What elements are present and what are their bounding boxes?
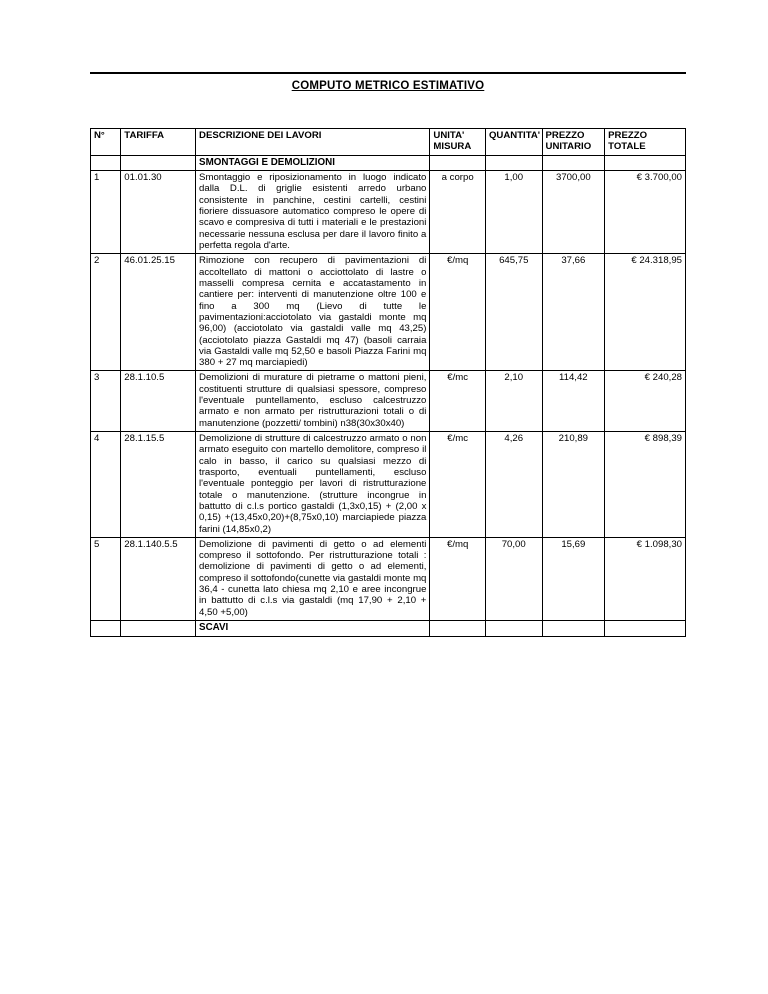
column-header-prezzo-line1: PREZZO xyxy=(545,130,585,141)
section-row-scavi xyxy=(91,621,686,637)
column-header-quantita: QUANTITA' xyxy=(485,129,542,156)
row-descrizione: Demolizione di strutture di calcestruzzo armato o non armato eseguito con martello demolitore, compreso il calo in basso, il carico su qualsiasi mezzo di trasporto, eventuali puntellamenti, escluso l'eventuale ponteggio per lavori di ristrutturazione totale o manutenzione. (strutture incongrue in battutto di c.l.s portico gastaldi (1,3x0,15) + (2,00 x 0,15) +(13,45x0,20)+(8,75x0,10) marciapiede piazza farini (14,85x0,2) xyxy=(196,432,430,538)
section-cell-quantita xyxy=(485,621,542,637)
row-tariffa: 28.1.140.5.5 xyxy=(121,537,196,620)
section-cell-unita xyxy=(430,621,486,637)
document-header xyxy=(90,72,686,92)
title-divider xyxy=(90,72,686,74)
section-cell-prezzo-unitario xyxy=(542,621,605,637)
section-cell-prezzo-unitario xyxy=(542,155,605,171)
row-prezzo-totale: € 240,28 xyxy=(605,371,686,432)
column-header-prezzo-line2: UNITARIO xyxy=(545,141,592,153)
table-row xyxy=(91,254,686,371)
table-row xyxy=(91,171,686,254)
row-descrizione: Demolizione di pavimenti di getto o ad elementi compreso il sottofondo. Per ristrutturazione totali : demolizione di pavimenti di getto o ad elementi, compreso il sottofondo(cunette via gastaldi monte mq 36,4 - cunetta lato chiesa mq 2,10 e aree incongrue in battutto di c.l.s via gastaldi (mq 17,90 + 2,10 + 4,50 +5,00) xyxy=(196,537,430,620)
table-row xyxy=(91,371,686,432)
section-cell-quantita xyxy=(485,155,542,171)
column-header-n: N° xyxy=(91,129,121,156)
section-row-smontaggi xyxy=(91,155,686,171)
row-prezzo-totale: € 898,39 xyxy=(605,432,686,538)
row-quantita: 645,75 xyxy=(485,254,542,371)
table-row xyxy=(91,432,686,538)
column-header-unita-line1: UNITA' xyxy=(433,130,465,141)
row-quantita: 70,00 xyxy=(485,537,542,620)
section-cell-n xyxy=(91,155,121,171)
row-number: 2 xyxy=(91,254,121,371)
row-prezzo-totale: € 3.700,00 xyxy=(605,171,686,254)
row-descrizione: Demolizioni di murature di pietrame o mattoni pieni, costituenti strutture di qualsiasi spessore, compreso l'eventuale puntellamento, escluso calcestruzzo armato e non armato per ristrutturazioni totali o di manutenzione (pozzetti/ tombini) n38(30x30x40) xyxy=(196,371,430,432)
row-tariffa: 28.1.15.5 xyxy=(121,432,196,538)
section-label: SMONTAGGI E DEMOLIZIONI xyxy=(196,155,430,171)
column-header-unita-line2: MISURA xyxy=(433,141,472,153)
row-unita-misura: €/mc xyxy=(430,432,486,538)
row-quantita: 4,26 xyxy=(485,432,542,538)
row-descrizione: Rimozione con recupero di pavimentazioni di accoltellato di mattoni o acciottolato di lastre o masselli compresa cernita e accatastamento in cantiere per: interventi di manutenzione oltre 100 e fino a 300 mq (Lievo di tutte le pavimentazioni:acciotolato via gastaldi monte mq 96,00) (acciotolato via gastaldi valle mq 43,25) (acciotolato piazza Gastaldi mq 47) (basoli carraia via Gastaldi valle mq 52,50 e basoli Piazza Farini mq 380 + 27 mq marciapiedi) xyxy=(196,254,430,371)
column-header-unita-misura xyxy=(430,129,486,156)
column-header-prezzo-totale: PREZZO TOTALE xyxy=(605,129,686,156)
row-unita-misura: €/mq xyxy=(430,537,486,620)
table-row xyxy=(91,537,686,620)
row-prezzo-totale: € 1.098,30 xyxy=(605,537,686,620)
row-tariffa: 28.1.10.5 xyxy=(121,371,196,432)
page-title: COMPUTO METRICO ESTIMATIVO xyxy=(291,80,485,92)
row-prezzo-unitario: 114,42 xyxy=(542,371,605,432)
row-quantita: 2,10 xyxy=(485,371,542,432)
row-number: 5 xyxy=(91,537,121,620)
column-header-descrizione: DESCRIZIONE DEI LAVORI xyxy=(196,129,430,156)
column-header-prezzo-unitario xyxy=(542,129,605,156)
column-header-tariffa: TARIFFA xyxy=(121,129,196,156)
row-number: 1 xyxy=(91,171,121,254)
section-cell-tariffa xyxy=(121,155,196,171)
row-tariffa: 01.01.30 xyxy=(121,171,196,254)
row-descrizione: Smontaggio e riposizionamento in luogo indicato dalla D.L. di griglie esistenti arredo urbano consistente in panchine, cestini cartelli, cestini fioriere dissuasore automatico compreso le opere di scavo e compresiva di tutti i materiali e le prestazioni necessarie nessuna esclusa per dare il lavoro finito a perfetta regola d'arte. xyxy=(196,171,430,254)
row-tariffa: 46.01.25.15 xyxy=(121,254,196,371)
row-number: 3 xyxy=(91,371,121,432)
table-header-row xyxy=(91,129,686,156)
row-prezzo-unitario: 37,66 xyxy=(542,254,605,371)
section-cell-unita xyxy=(430,155,486,171)
row-prezzo-unitario: 15,69 xyxy=(542,537,605,620)
section-cell-n xyxy=(91,621,121,637)
computo-metrico-table xyxy=(90,128,686,637)
row-prezzo-unitario: 3700,00 xyxy=(542,171,605,254)
row-number: 4 xyxy=(91,432,121,538)
row-unita-misura: a corpo xyxy=(430,171,486,254)
section-cell-prezzo-totale xyxy=(605,621,686,637)
section-cell-prezzo-totale xyxy=(605,155,686,171)
row-unita-misura: €/mc xyxy=(430,371,486,432)
row-prezzo-unitario: 210,89 xyxy=(542,432,605,538)
row-prezzo-totale: € 24.318,95 xyxy=(605,254,686,371)
section-label: SCAVI xyxy=(196,621,430,637)
row-quantita: 1,00 xyxy=(485,171,542,254)
row-unita-misura: €/mq xyxy=(430,254,486,371)
section-cell-tariffa xyxy=(121,621,196,637)
